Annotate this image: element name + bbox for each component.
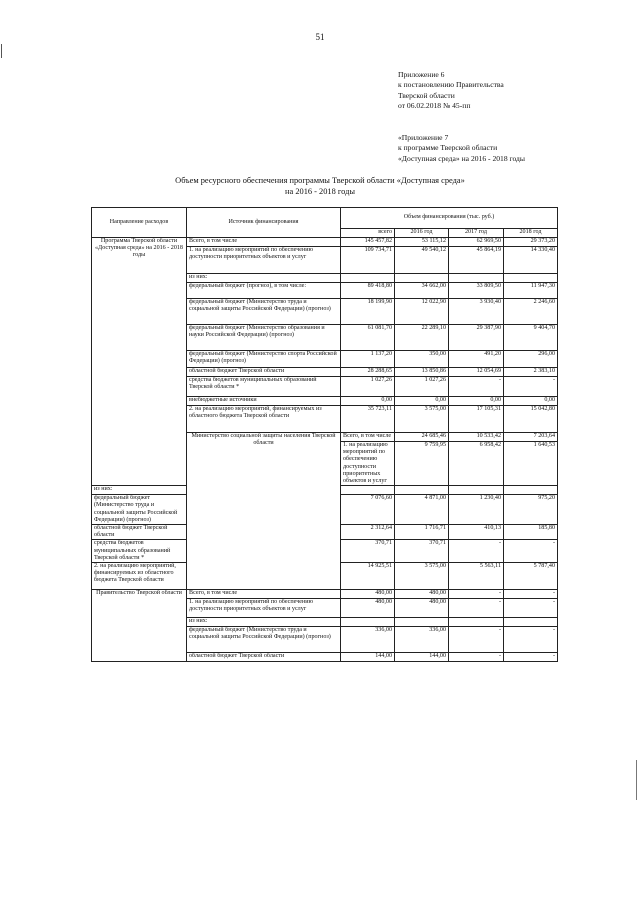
value-2018-cell: 0,00 <box>504 397 558 406</box>
total-cell <box>341 486 395 495</box>
source-cell: областной бюджет Тверской области <box>187 368 341 377</box>
value-2018-cell: 185,80 <box>504 525 558 540</box>
value-2016-cell: 480,00 <box>395 590 449 599</box>
total-cell: 14 925,51 <box>341 563 395 590</box>
direction-cell: Правительство Тверской области <box>92 590 187 662</box>
value-2016-cell: 53 115,12 <box>395 238 449 247</box>
value-2016-cell <box>395 486 449 495</box>
value-2017-cell: 410,13 <box>449 525 504 540</box>
value-2017-cell: - <box>449 627 504 653</box>
value-2016-cell: 336,00 <box>395 627 449 653</box>
appendix-header <box>398 70 504 112</box>
column-header-volume: Объем финансирования (тыс. руб.) <box>341 208 558 229</box>
appendix-line: от 06.02.2018 № 45-пп <box>398 101 471 111</box>
value-2017-cell: 33 809,50 <box>449 283 504 299</box>
source-cell: из них: <box>92 486 187 495</box>
value-2018-cell: 5 787,40 <box>504 563 558 590</box>
source-cell: федеральный бюджет (прогноз), в том числе: <box>187 283 341 299</box>
appendix-line: «Приложение 7 <box>398 133 449 142</box>
title-line: Объем ресурсного обеспечения программы Тверской области «Доступная среда» <box>175 176 465 185</box>
appendix-line: к программе Тверской области <box>398 143 498 153</box>
value-2016-cell: 480,00 <box>395 599 449 618</box>
value-2018-cell: 2 246,60 <box>504 299 558 325</box>
source-cell: 2. на реализацию мероприятий, финансируемых из областного бюджета Тверской области <box>92 563 187 590</box>
value-2016-cell: 144,00 <box>395 653 449 662</box>
value-2017-cell: 3 930,40 <box>449 299 504 325</box>
total-cell: 9 759,95 <box>395 442 449 486</box>
program-appendix-header <box>398 133 525 164</box>
source-cell: 1. на реализацию мероприятий по обеспечению доступности приоритетных объектов и услуг <box>187 247 341 274</box>
value-2017-cell <box>449 486 504 495</box>
title-line: на 2016 - 2018 годы <box>285 186 355 196</box>
value-2016-cell: 22 289,10 <box>395 325 449 351</box>
total-cell: 145 457,82 <box>341 238 395 247</box>
value-2017-cell: 1 640,53 <box>504 442 558 486</box>
total-cell: 18 199,90 <box>341 299 395 325</box>
source-cell: областной бюджет Тверской области <box>187 653 341 662</box>
column-header-total: всего <box>341 229 395 238</box>
value-2018-cell: 296,00 <box>504 351 558 368</box>
value-2016-cell: 6 958,42 <box>449 442 504 486</box>
source-cell: Всего, в том числе <box>187 590 341 599</box>
direction-cell: Программа Тверской области «Доступная среда» на 2016 - 2018 годы <box>92 238 187 486</box>
source-cell: федеральный бюджет (Министерство спорта Российской Федерации) (прогноз) <box>187 351 341 368</box>
total-cell: 336,00 <box>341 627 395 653</box>
appendix-line: Тверской области <box>398 90 455 100</box>
value-2017-cell: - <box>449 540 504 563</box>
value-2018-cell: 2 383,10 <box>504 368 558 377</box>
source-cell: 2. на реализацию мероприятий, финансируемых из областного бюджета Тверской области <box>187 406 341 433</box>
value-2016-cell: 3 575,00 <box>395 563 449 590</box>
value-2018-cell: 15 042,80 <box>504 406 558 433</box>
value-2018-cell <box>504 274 558 283</box>
source-cell: из них: <box>187 618 341 627</box>
total-cell: 0,00 <box>341 397 395 406</box>
value-2016-cell <box>395 618 449 627</box>
value-2018-cell: 14 330,40 <box>504 247 558 274</box>
total-cell: 7 076,60 <box>341 495 395 525</box>
appendix-line: Приложение 6 <box>398 70 445 79</box>
scan-edge-mark <box>1 44 2 58</box>
value-2016-cell: 1 027,26 <box>395 377 449 397</box>
value-2017-cell: 12 054,69 <box>449 368 504 377</box>
value-2018-cell: 9 404,70 <box>504 325 558 351</box>
value-2018-cell: - <box>504 599 558 618</box>
direction-cell: Министерство социальной защиты населения Тверской области <box>187 433 341 590</box>
value-2018-cell: - <box>504 590 558 599</box>
column-header-2016: 2016 год <box>395 229 449 238</box>
table-row <box>92 238 558 247</box>
value-2016-cell: 13 850,86 <box>395 368 449 377</box>
total-cell: 1 137,20 <box>341 351 395 368</box>
source-cell: федеральный бюджет (Министерство образования и науки Российской Федерации) (прогноз) <box>187 325 341 351</box>
total-cell: 480,00 <box>341 599 395 618</box>
value-2017-cell: 17 105,31 <box>449 406 504 433</box>
total-cell <box>341 618 395 627</box>
table-row <box>92 590 558 599</box>
total-cell: 24 685,46 <box>395 433 449 442</box>
appendix-line: «Доступная среда» на 2016 - 2018 годы <box>398 153 526 163</box>
value-2017-cell <box>449 274 504 283</box>
source-cell: из них: <box>187 274 341 283</box>
source-cell: средства бюджетов муниципальных образований Тверской области * <box>92 540 187 563</box>
column-header-direction: Направление расходов <box>92 208 187 238</box>
total-cell <box>341 274 395 283</box>
value-2018-cell <box>504 618 558 627</box>
source-cell: Всего, в том числе <box>187 238 341 247</box>
value-2016-cell: 4 871,00 <box>395 495 449 525</box>
budget-table-body <box>92 238 558 662</box>
document-title <box>0 176 640 198</box>
value-2016-cell: 10 533,42 <box>449 433 504 442</box>
value-2018-cell: 29 373,20 <box>504 238 558 247</box>
value-2016-cell <box>395 274 449 283</box>
value-2017-cell: 1 230,40 <box>449 495 504 525</box>
source-cell: федеральный бюджет (Министерство труда и социальной защиты Российской Федерации) (прогноз) <box>187 299 341 325</box>
scan-edge-mark <box>636 760 637 800</box>
value-2018-cell: 975,20 <box>504 495 558 525</box>
value-2016-cell: 0,00 <box>395 397 449 406</box>
total-cell: 61 081,70 <box>341 325 395 351</box>
value-2018-cell: - <box>504 540 558 563</box>
value-2016-cell: 12 022,90 <box>395 299 449 325</box>
source-cell: 1. на реализацию мероприятий по обеспечению доступности приоритетных объектов и услуг <box>187 599 341 618</box>
source-cell: федеральный бюджет (Министерство труда и социальной защиты Российской Федерации) (прогноз) <box>187 627 341 653</box>
page-number: 51 <box>315 32 325 42</box>
value-2016-cell: 350,00 <box>395 351 449 368</box>
source-cell: средства бюджетов муниципальных образований Тверской области * <box>187 377 341 397</box>
total-cell: 109 734,71 <box>341 247 395 274</box>
value-2017-cell: 0,00 <box>449 397 504 406</box>
value-2017-cell: - <box>449 653 504 662</box>
value-2017-cell: - <box>449 590 504 599</box>
column-header-source: Источник финансирования <box>187 208 341 238</box>
appendix-line: к постановлению Правительства <box>398 80 504 90</box>
value-2016-cell: 370,71 <box>395 540 449 563</box>
value-2016-cell: 3 575,00 <box>395 406 449 433</box>
value-2017-cell: 45 864,19 <box>449 247 504 274</box>
source-cell: Всего, в том числе <box>341 433 395 442</box>
source-cell: федеральный бюджет (Министерство труда и социальной защиты Российской Федерации) (прогноз) <box>92 495 187 525</box>
value-2016-cell: 34 662,00 <box>395 283 449 299</box>
value-2018-cell <box>504 486 558 495</box>
value-2018-cell: 11 947,30 <box>504 283 558 299</box>
value-2017-cell: 5 563,11 <box>449 563 504 590</box>
total-cell: 144,00 <box>341 653 395 662</box>
budget-table <box>91 207 558 662</box>
total-cell: 28 288,65 <box>341 368 395 377</box>
value-2016-cell: 49 540,12 <box>395 247 449 274</box>
value-2018-cell: - <box>504 653 558 662</box>
column-header-2017: 2017 год <box>449 229 504 238</box>
value-2017-cell: 62 969,50 <box>449 238 504 247</box>
value-2017-cell: 29 387,90 <box>449 325 504 351</box>
value-2017-cell: 491,20 <box>449 351 504 368</box>
total-cell: 480,00 <box>341 590 395 599</box>
value-2018-cell: - <box>504 627 558 653</box>
total-cell: 1 027,26 <box>341 377 395 397</box>
value-2018-cell: - <box>504 377 558 397</box>
source-cell: внебюджетные источники <box>187 397 341 406</box>
value-2017-cell <box>449 618 504 627</box>
total-cell: 89 418,80 <box>341 283 395 299</box>
value-2017-cell: 7 203,64 <box>504 433 558 442</box>
value-2017-cell: - <box>449 377 504 397</box>
value-2016-cell: 1 716,71 <box>395 525 449 540</box>
total-cell: 370,71 <box>341 540 395 563</box>
source-cell: 1. на реализацию мероприятий по обеспечению доступности приоритетных объектов и услуг <box>341 442 395 486</box>
source-cell: областной бюджет Тверской области <box>92 525 187 540</box>
total-cell: 2 312,64 <box>341 525 395 540</box>
total-cell: 35 723,11 <box>341 406 395 433</box>
column-header-2018: 2018 год <box>504 229 558 238</box>
value-2017-cell: - <box>449 599 504 618</box>
